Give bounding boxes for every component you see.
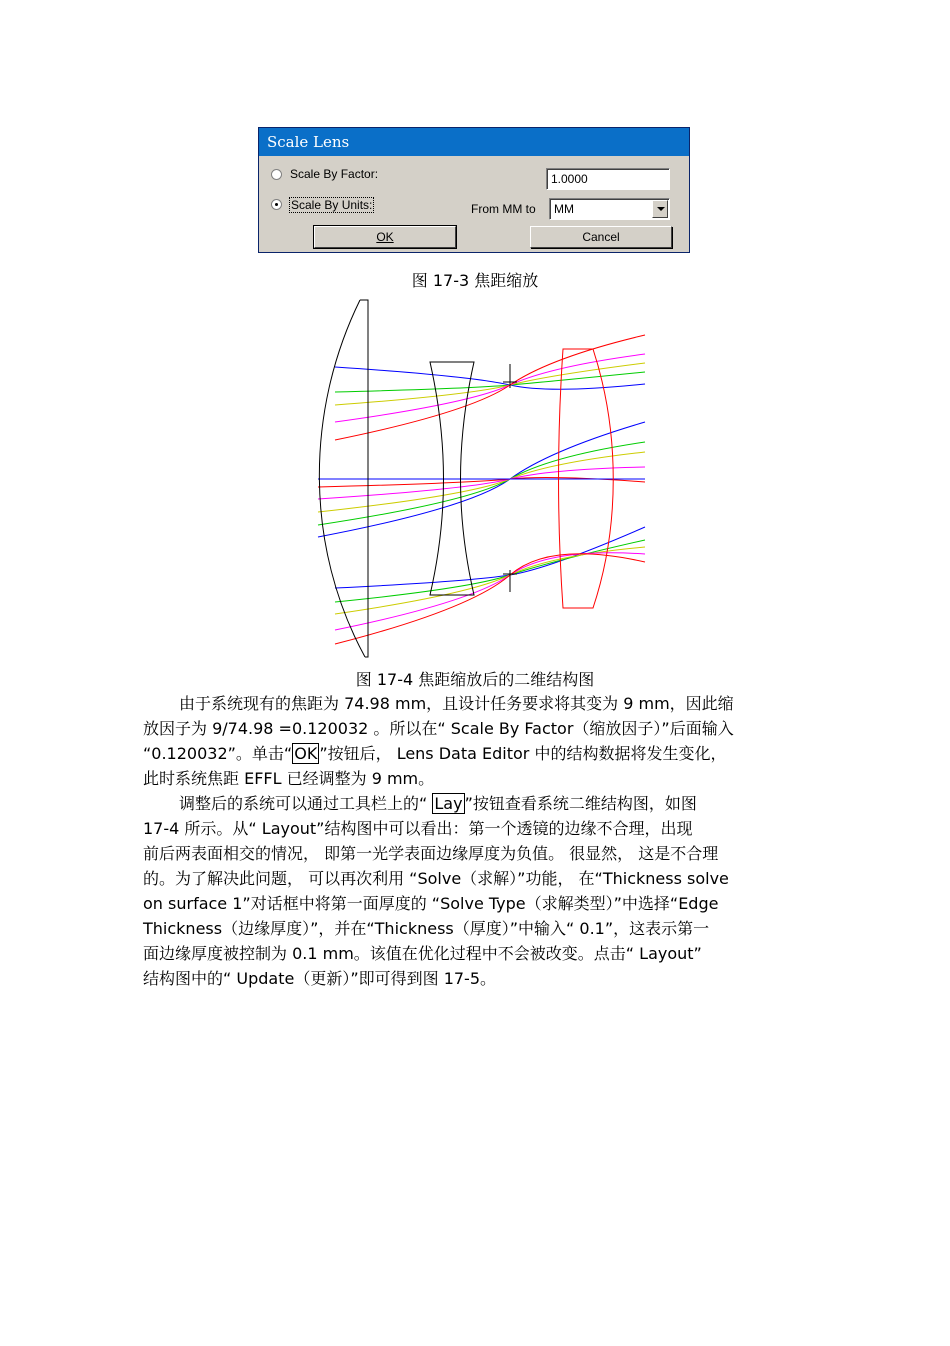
units-select-value: MM (554, 202, 574, 216)
paragraph-1 (143, 691, 813, 791)
p2-line2: 17-4 所示。从“ Layout”结构图中可以看出：第一个透镜的边缘不合理，出现 (143, 819, 693, 838)
cancel-button-label: Cancel (582, 230, 620, 244)
p2-line5: on surface 1”对话框中将第一面厚度的 “Solve Type（求解类型）”中选择“Edge (143, 894, 719, 913)
figure-17-3-caption: 图 17-3 焦距缩放 (411, 271, 539, 290)
p2-line1 (143, 791, 813, 816)
p2-line8: 结构图中的“ Update（更新）”即可得到图 17-5。 (143, 969, 497, 988)
p2-line1-text: 调整后的系统可以通过工具栏上的“ (179, 794, 433, 813)
dialog-title: Scale Lens (259, 128, 689, 156)
p2-line4: 的。为了解决此问题， 可以再次利用 “Solve（求解）”功能， 在“Thickness solve (143, 869, 729, 888)
p1-line3-text: “0.120032”。单击“ (143, 744, 293, 763)
p1-line2: 放因子为 9/74.98 =0.120032 。所以在“ Scale By Factor（缩放因子）”后面输入 (143, 719, 734, 738)
lens-layout-diagram (0, 292, 950, 672)
scale-lens-dialog (258, 127, 690, 253)
scale-by-factor-radio[interactable] (271, 169, 282, 180)
lay-button-reference: Lay (434, 794, 463, 813)
ok-button-reference: OK (294, 744, 318, 763)
ray-lower-1 (335, 540, 645, 602)
ray-middle-1 (318, 442, 645, 525)
scale-by-units-radio[interactable] (271, 199, 282, 210)
ok-button[interactable] (314, 226, 456, 248)
p1-line4: 此时系统焦距 EFFL 已经调整为 9 mm。 (143, 769, 435, 788)
ok-button-label: OK (376, 230, 394, 244)
factor-input[interactable]: 1.0000 (546, 168, 670, 190)
paragraph-2 (143, 791, 813, 991)
scale-by-factor-label[interactable]: Scale By Factor: (290, 167, 379, 181)
ray-upper-2 (335, 363, 645, 405)
figure-17-4-caption: 图 17-4 焦距缩放后的二维结构图 (355, 670, 595, 689)
cancel-button[interactable] (530, 226, 672, 248)
ray-lower-4 (335, 554, 645, 644)
ray-lower-0 (335, 527, 645, 588)
p2-line7: 面边缘厚度被控制为 0.1 mm。该值在优化过程中不会被改变。点击“ Layout” (143, 944, 702, 963)
p1-line3 (143, 741, 813, 766)
p2-line6: Thickness（边缘厚度）”，并在“Thickness（厚度）”中输入“ 0.1”，这表示第一 (143, 919, 710, 938)
scale-by-units-label[interactable]: Scale By Units: (291, 198, 373, 212)
units-select[interactable] (549, 198, 670, 220)
p1-line1: 由于系统现有的焦距为 74.98 mm，且设计任务要求将其变为 9 mm，因此缩 (179, 694, 734, 713)
p2-line1-rest: ”按钮查看系统二维结构图，如图 (464, 794, 697, 813)
from-mm-label: From MM to (471, 202, 536, 216)
p2-line3: 前后两表面相交的情况， 即第一光学表面边缘厚度为负值。 很显然， 这是不合理 (143, 844, 719, 863)
chevron-down-icon[interactable] (652, 200, 668, 218)
ray-middle-2 (318, 452, 645, 512)
p1-line3-rest: ”按钮后， Lens Data Editor 中的结构数据将发生变化， (319, 744, 727, 763)
